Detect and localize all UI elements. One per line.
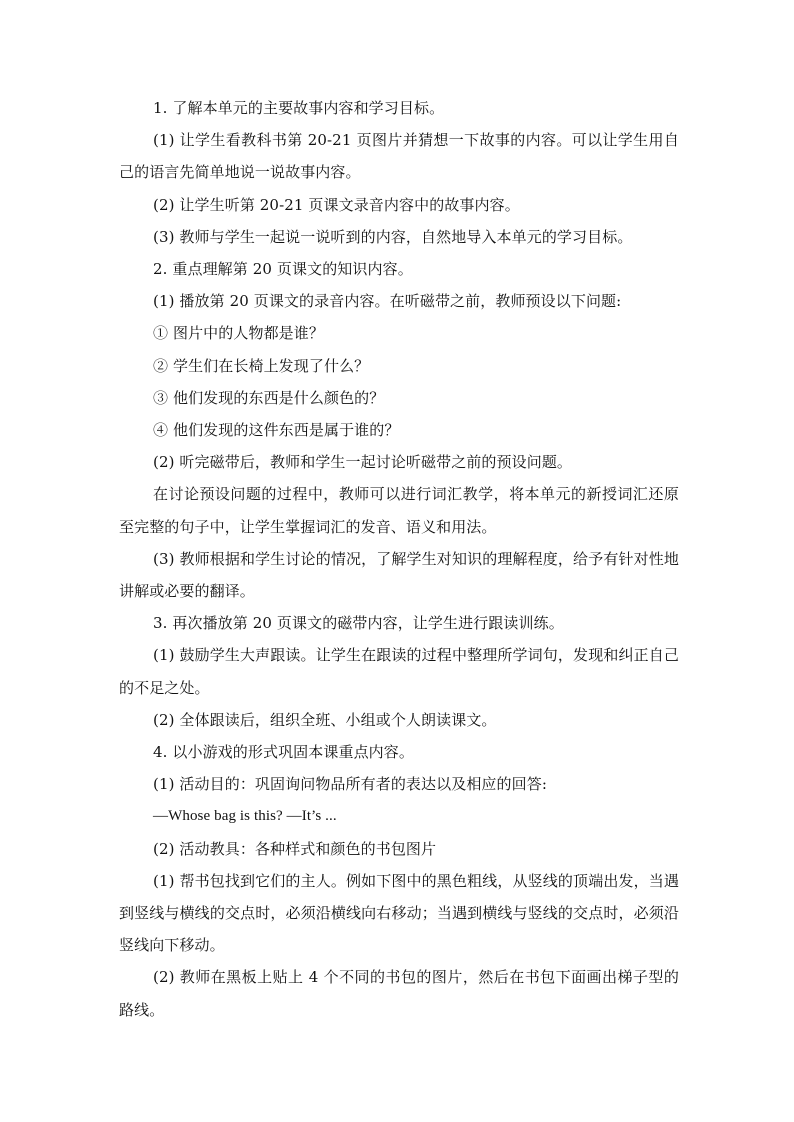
document-body	[119, 92, 679, 1026]
question-item-2: ② 学生们在长椅上发现了什么？	[153, 356, 370, 375]
paragraph-step-2-3: (3) 教师根据和学生讨论的情况，了解学生对知识的理解程度，给予有针对性地讲解或必要的翻译。	[119, 549, 679, 601]
paragraph-step-3-2: (2) 全体跟读后，组织全班、小组或个人朗读课文。	[153, 710, 497, 729]
dialogue-example: —Whose bag is this? —It’s ...	[153, 808, 337, 825]
paragraph-step-1-2: (2) 让学生听第 20-21 页课文录音内容中的故事内容。	[153, 195, 520, 214]
section-heading-1: 1. 了解本单元的主要故事内容和学习目标。	[153, 99, 445, 117]
section-heading-3: 3. 再次播放第 20 页课文的磁带内容，让学生进行跟读训练。	[153, 614, 564, 633]
paragraph-step-1-3: (3) 教师与学生一起说一说听到的内容，自然地导入本单元的学习目标。	[153, 227, 633, 246]
paragraph-step-3-1: (1) 鼓励学生大声跟读。让学生在跟读的过程中整理所学词句，发现和纠正自己的不足之处。	[119, 646, 679, 697]
paragraph-activity-setup: (2) 教师在黑板上贴上 4 个不同的书包的图片，然后在书包下面画出梯子型的路线。	[119, 968, 679, 1019]
question-item-4: ④ 他们发现的这件东西是属于谁的？	[153, 421, 400, 440]
question-item-1: ① 图片中的人物都是谁？	[153, 324, 324, 343]
paragraph-step-2-1: (1) 播放第 20 页课文的录音内容。在听磁带之前，教师预设以下问题:	[153, 292, 622, 311]
section-heading-2: 2. 重点理解第 20 页课文的知识内容。	[153, 260, 413, 279]
paragraph-activity-rule: (1) 帮书包找到它们的主人。例如下图中的黑色粗线，从竖线的顶端出发，当遇到竖线与横线的交点时，必须沿横线向右移动；当遇到横线与竖线的交点时，必须沿竖线向下移动。	[119, 871, 679, 955]
paragraph-step-2-2: (2) 听完磁带后，教师和学生一起讨论听磁带之前的预设问题。	[153, 453, 573, 472]
question-item-3: ③ 他们发现的东西是什么颜色的？	[153, 388, 385, 407]
paragraph-activity-props: (2) 活动教具：各种样式和颜色的书包图片	[153, 839, 437, 858]
paragraph-step-1-1: (1) 让学生看教科书第 20-21 页图片并猜想一下故事的内容。可以让学生用自己的语言先简单地说一说故事内容。	[119, 131, 679, 182]
paragraph-discussion: 在讨论预设问题的过程中，教师可以进行词汇教学，将本单元的新授词汇还原至完整的句子中，让学生掌握词汇的发音、语义和用法。	[119, 485, 679, 536]
paragraph-activity-goal: (1) 活动目的：巩固询问物品所有者的表达以及相应的回答:	[153, 775, 547, 794]
section-heading-4: 4. 以小游戏的形式巩固本课重点内容。	[153, 743, 414, 762]
